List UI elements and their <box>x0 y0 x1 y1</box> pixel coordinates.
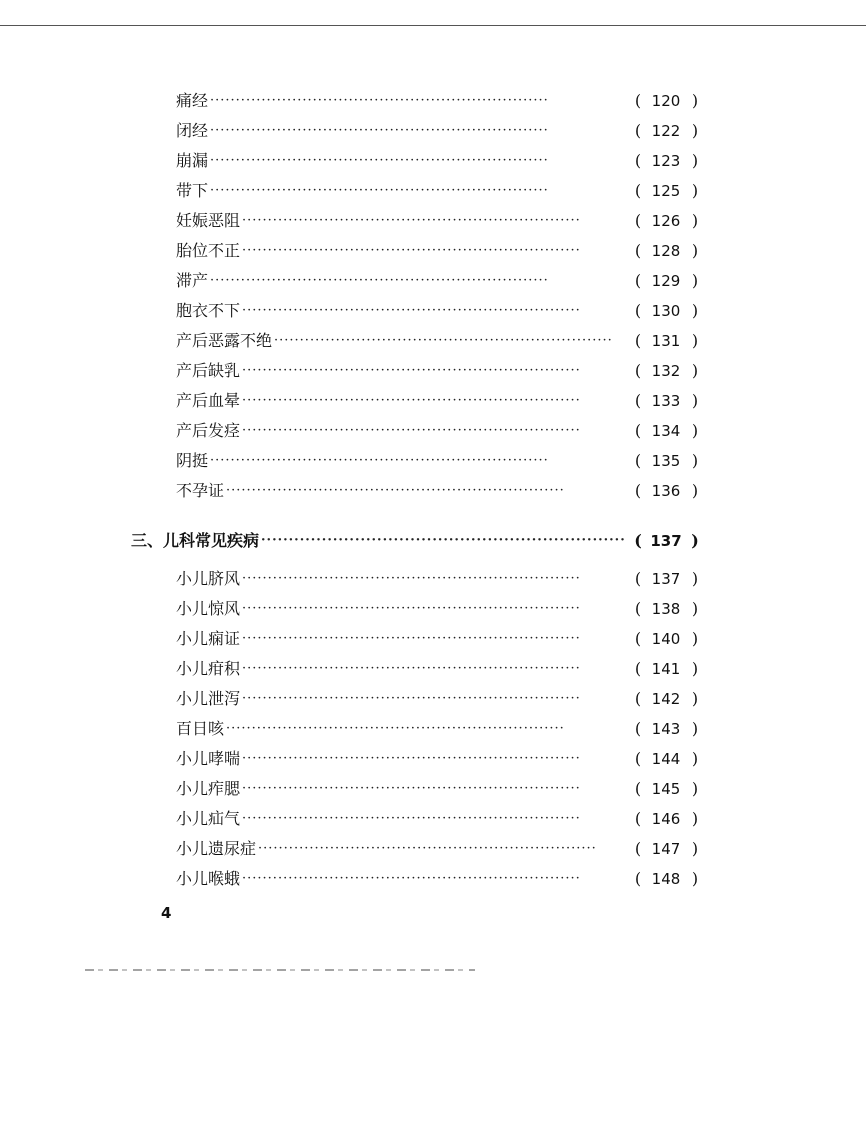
entry-title: 带下 <box>176 181 209 200</box>
toc-entry <box>176 176 704 206</box>
open-paren: ( <box>634 391 642 410</box>
open-paren: ( <box>634 599 642 618</box>
open-paren: ( <box>634 719 642 738</box>
close-paren: ) <box>691 151 699 170</box>
open-paren: ( <box>634 481 642 500</box>
close-paren: ) <box>691 659 699 678</box>
open-paren: ( <box>634 451 642 470</box>
dot-leader: ·································································· <box>242 243 581 258</box>
toc-entry <box>176 684 704 714</box>
toc-entry <box>176 564 704 594</box>
close-paren: ) <box>691 451 699 470</box>
dot-leader: ·································································· <box>242 213 581 228</box>
toc-entry <box>176 206 704 236</box>
top-rule <box>0 25 866 26</box>
entry-title: 小儿遗尿症 <box>176 839 257 858</box>
close-paren: ) <box>691 481 699 500</box>
entry-page: 138 <box>651 600 681 618</box>
close-paren: ) <box>691 211 699 230</box>
entry-title: 小儿喉蛾 <box>176 869 241 888</box>
close-paren: ) <box>691 241 699 260</box>
toc-entry <box>176 236 704 266</box>
dot-leader: ·································································· <box>242 303 581 318</box>
close-paren: ) <box>691 779 699 798</box>
entry-title: 小儿惊风 <box>176 599 241 618</box>
entry-title: 胞衣不下 <box>176 301 241 320</box>
dot-leader: ·································································· <box>242 393 581 408</box>
open-paren: ( <box>634 241 642 260</box>
dot-leader: ·································································· <box>242 423 581 438</box>
entry-title: 小儿痄腮 <box>176 779 241 798</box>
entry-title: 产后血晕 <box>176 391 241 410</box>
entry-title: 崩漏 <box>176 151 209 170</box>
toc-entry <box>176 834 704 864</box>
open-paren: ( <box>634 211 642 230</box>
dot-leader: ·································································· <box>242 363 581 378</box>
entry-page: 134 <box>651 422 681 440</box>
close-paren: ) <box>691 689 699 708</box>
section-page: 137 <box>650 532 682 550</box>
dot-leader: ·································································· <box>274 333 613 348</box>
entry-page: 130 <box>651 302 681 320</box>
close-paren: ) <box>691 719 699 738</box>
open-paren: ( <box>634 121 642 140</box>
entry-title: 小儿哮喘 <box>176 749 241 768</box>
close-paren: ) <box>691 91 699 110</box>
dot-leader: ·································································· <box>242 811 581 826</box>
open-paren: ( <box>634 531 642 550</box>
section-title: 三、儿科常见疾病 <box>131 531 260 550</box>
open-paren: ( <box>634 569 642 588</box>
dot-leader: ·································································· <box>242 751 581 766</box>
close-paren: ) <box>691 391 699 410</box>
open-paren: ( <box>634 271 642 290</box>
entry-page: 131 <box>651 332 681 350</box>
open-paren: ( <box>634 779 642 798</box>
entry-page: 147 <box>651 840 681 858</box>
toc-entry <box>176 654 704 684</box>
open-paren: ( <box>634 91 642 110</box>
dot-leader: ·································································· <box>210 153 549 168</box>
entry-title: 产后发痉 <box>176 421 241 440</box>
toc-entry <box>176 266 704 296</box>
entry-page: 145 <box>651 780 681 798</box>
entry-title: 产后恶露不绝 <box>176 331 273 350</box>
dot-leader: ·································································· <box>210 273 549 288</box>
entry-page: 126 <box>651 212 681 230</box>
entry-page: 148 <box>651 870 681 888</box>
dot-leader: ·································································· <box>242 691 581 706</box>
entry-title: 滞产 <box>176 271 209 290</box>
toc-entry <box>176 326 704 356</box>
page-number: 4 <box>161 904 172 922</box>
entry-page: 135 <box>651 452 681 470</box>
entry-page: 146 <box>651 810 681 828</box>
open-paren: ( <box>634 839 642 858</box>
entry-title: 小儿疳积 <box>176 659 241 678</box>
entry-page: 142 <box>651 690 681 708</box>
toc-entry <box>176 416 704 446</box>
entry-title: 产后缺乳 <box>176 361 241 380</box>
dot-leader: ·································································· <box>261 533 626 548</box>
close-paren: ) <box>691 629 699 648</box>
entry-title: 闭经 <box>176 121 209 140</box>
open-paren: ( <box>634 749 642 768</box>
open-paren: ( <box>634 869 642 888</box>
open-paren: ( <box>634 421 642 440</box>
open-paren: ( <box>634 361 642 380</box>
entry-page: 128 <box>651 242 681 260</box>
entry-title: 小儿泄泻 <box>176 689 241 708</box>
toc-entry <box>176 86 704 116</box>
dot-leader: ·································································· <box>226 483 565 498</box>
entry-page: 129 <box>651 272 681 290</box>
entry-title: 不孕证 <box>176 481 225 500</box>
close-paren: ) <box>691 271 699 290</box>
toc-section-heading <box>131 526 704 556</box>
toc-entry <box>176 744 704 774</box>
close-paren: ) <box>691 749 699 768</box>
entry-title: 胎位不正 <box>176 241 241 260</box>
close-paren: ) <box>691 121 699 140</box>
open-paren: ( <box>634 151 642 170</box>
entry-page: 136 <box>651 482 681 500</box>
open-paren: ( <box>634 331 642 350</box>
dot-leader: ·································································· <box>242 601 581 616</box>
toc-entry <box>176 446 704 476</box>
toc-entry <box>176 774 704 804</box>
entry-title: 小儿脐风 <box>176 569 241 588</box>
toc-entry <box>176 714 704 744</box>
entry-page: 140 <box>651 630 681 648</box>
open-paren: ( <box>634 809 642 828</box>
close-paren: ) <box>691 361 699 380</box>
toc-entry <box>176 804 704 834</box>
close-paren: ) <box>691 531 699 550</box>
dot-leader: ·································································· <box>258 841 597 856</box>
entry-page: 125 <box>651 182 681 200</box>
dot-leader: ·································································· <box>210 93 549 108</box>
dot-leader: ·································································· <box>226 721 565 736</box>
entry-page: 122 <box>651 122 681 140</box>
entry-title: 小儿痫证 <box>176 629 241 648</box>
toc-entry <box>176 356 704 386</box>
close-paren: ) <box>691 301 699 320</box>
entry-page: 137 <box>651 570 681 588</box>
close-paren: ) <box>691 181 699 200</box>
toc-entry <box>176 296 704 326</box>
dot-leader: ·································································· <box>210 123 549 138</box>
close-paren: ) <box>691 869 699 888</box>
dot-leader: ·································································· <box>242 781 581 796</box>
entry-title: 阴挺 <box>176 451 209 470</box>
toc-entry <box>176 624 704 654</box>
open-paren: ( <box>634 629 642 648</box>
entry-title: 痛经 <box>176 91 209 110</box>
dot-leader: ·································································· <box>242 871 581 886</box>
close-paren: ) <box>691 569 699 588</box>
toc-entry <box>176 594 704 624</box>
entry-page: 123 <box>651 152 681 170</box>
entry-page: 120 <box>651 92 681 110</box>
toc-entry <box>176 146 704 176</box>
dot-leader: ·································································· <box>242 661 581 676</box>
entry-title: 小儿疝气 <box>176 809 241 828</box>
entry-page: 133 <box>651 392 681 410</box>
scan-artifact-line <box>85 969 475 971</box>
dot-leader: ·································································· <box>242 631 581 646</box>
entry-page: 143 <box>651 720 681 738</box>
toc-entry <box>176 864 704 894</box>
entry-page: 144 <box>651 750 681 768</box>
open-paren: ( <box>634 181 642 200</box>
entry-page: 141 <box>651 660 681 678</box>
dot-leader: ·································································· <box>242 571 581 586</box>
close-paren: ) <box>691 331 699 350</box>
close-paren: ) <box>691 421 699 440</box>
close-paren: ) <box>691 839 699 858</box>
close-paren: ) <box>691 599 699 618</box>
toc-entry <box>176 386 704 416</box>
toc-entry <box>176 116 704 146</box>
open-paren: ( <box>634 659 642 678</box>
toc-entry <box>176 476 704 506</box>
entry-title: 妊娠恶阻 <box>176 211 241 230</box>
entry-page: 132 <box>651 362 681 380</box>
entry-title: 百日咳 <box>176 719 225 738</box>
dot-leader: ·································································· <box>210 453 549 468</box>
close-paren: ) <box>691 809 699 828</box>
open-paren: ( <box>634 689 642 708</box>
open-paren: ( <box>634 301 642 320</box>
dot-leader: ·································································· <box>210 183 549 198</box>
